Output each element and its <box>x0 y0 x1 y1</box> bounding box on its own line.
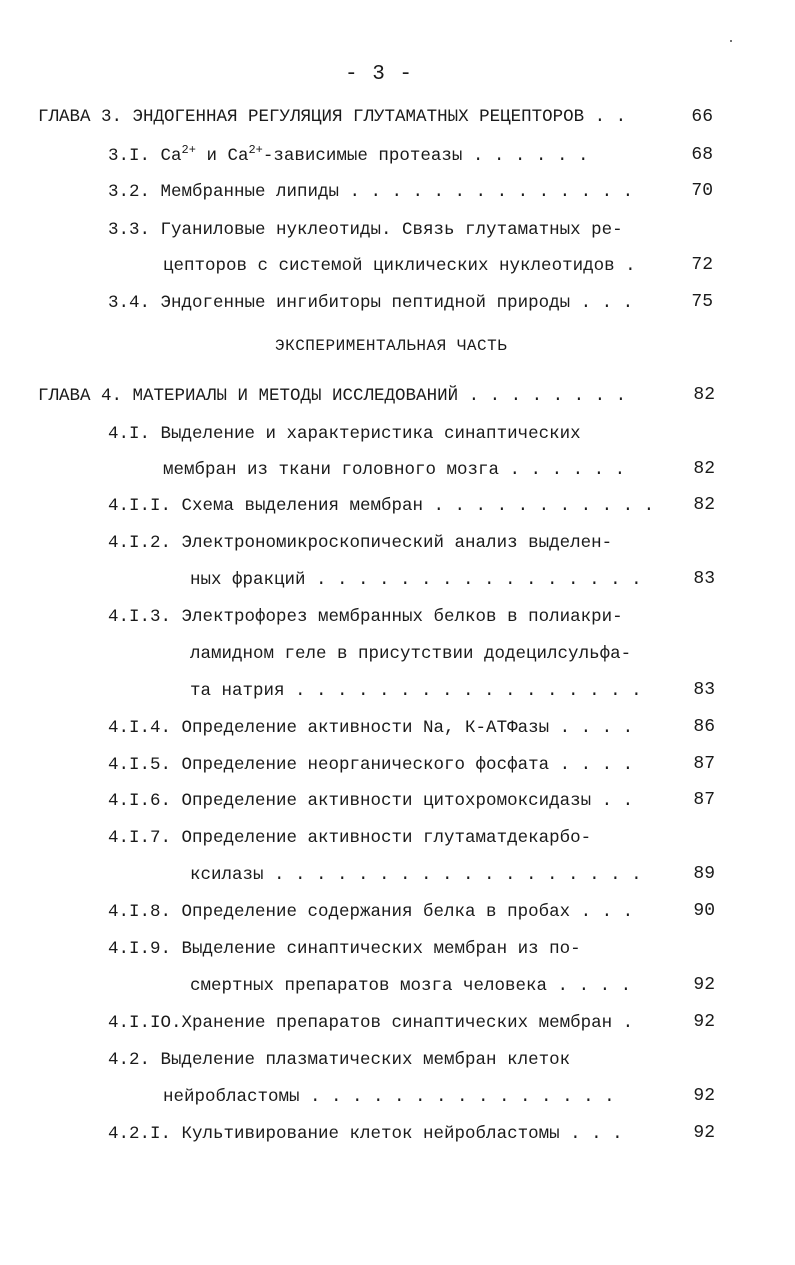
toc-entry-continuation: ламидном геле в присутствии додецилсульфа- <box>190 644 632 664</box>
toc-entry-3-3: 3.3. Гуаниловые нуклеотиды. Связь глутаматных ре- <box>108 220 623 240</box>
toc-page-number: 68 <box>691 145 713 165</box>
scan-speck <box>730 40 732 42</box>
toc-page-number: 92 <box>693 1086 715 1106</box>
toc-page-number: 92 <box>693 1123 715 1143</box>
toc-entry-4-1-8: 4.I.8. Определение содержания белка в пробах . . . <box>108 902 634 922</box>
toc-page-number: 83 <box>693 569 715 589</box>
toc-entry-continuation: смертных препаратов мозга человека . . . . <box>190 976 632 996</box>
toc-page-number: 92 <box>693 1012 715 1032</box>
conjunction: и <box>195 146 228 166</box>
toc-entry-4-1-1: 4.I.I. Схема выделения мембран . . . . . . . . . . . <box>108 496 655 516</box>
toc-entry-continuation: цепторов с системой циклических нуклеотидов . <box>163 256 636 276</box>
toc-entry-3-2: 3.2. Мембранные липиды . . . . . . . . . . . . . . <box>108 182 634 202</box>
section-heading: ЭКСПЕРИМЕНТАЛЬНАЯ ЧАСТЬ <box>275 337 508 355</box>
toc-entry-4-1-7: 4.I.7. Определение активности глутаматдекарбо- <box>108 828 592 848</box>
toc-page-number: 82 <box>693 459 715 479</box>
toc-page-number: 89 <box>693 864 715 884</box>
toc-entry-4-1-5: 4.I.5. Определение неорганического фосфата . . . . <box>108 755 634 775</box>
toc-entry-4-1-2: 4.I.2. Электрономикроскопический анализ выделен- <box>108 533 613 553</box>
calcium-symbol: Ca <box>227 146 249 166</box>
toc-page-number: 86 <box>693 717 715 737</box>
toc-chapter-3: ГЛАВА 3. ЭНДОГЕННАЯ РЕГУЛЯЦИЯ ГЛУТАМАТНЫХ РЕЦЕПТОРОВ . . <box>38 107 627 127</box>
toc-entry-continuation: мембран из ткани головного мозга . . . . . . <box>163 460 626 480</box>
toc-entry-continuation: та натрия . . . . . . . . . . . . . . . . . <box>190 681 642 701</box>
charge-superscript: 2+ <box>248 143 263 157</box>
toc-entry-continuation: нейробластомы . . . . . . . . . . . . . . . <box>163 1087 615 1107</box>
toc-page-number: 87 <box>693 754 715 774</box>
toc-page-number: 75 <box>691 292 713 312</box>
toc-page-number: 82 <box>693 495 715 515</box>
toc-page-number: 66 <box>691 107 713 127</box>
toc-chapter-4: ГЛАВА 4. МАТЕРИАЛЫ И МЕТОДЫ ИССЛЕДОВАНИЙ . . . . . . . . <box>38 386 627 406</box>
toc-page-number: 83 <box>693 680 715 700</box>
toc-page-number: 72 <box>691 255 713 275</box>
toc-entry-4-2-1: 4.2.I. Культивирование клеток нейробластомы . . . <box>108 1124 623 1144</box>
toc-entry-4-1-10: 4.I.IO.Хранение препаратов синаптических мембран . <box>108 1013 634 1033</box>
toc-entry-4-1: 4.I. Выделение и характеристика синаптических <box>108 424 581 444</box>
toc-entry-continuation: ксилазы . . . . . . . . . . . . . . . . . . <box>190 865 642 885</box>
calcium-symbol: Ca <box>160 146 182 166</box>
toc-entry-4-1-3: 4.I.3. Электрофорез мембранных белков в полиакри- <box>108 607 623 627</box>
toc-page-number: 70 <box>691 181 713 201</box>
page-number: - 3 - <box>345 63 414 86</box>
toc-entry-3-4: 3.4. Эндогенные ингибиторы пептидной природы . . . <box>108 293 634 313</box>
toc-entry-4-2: 4.2. Выделение плазматических мембран клеток <box>108 1050 571 1070</box>
toc-entry-4-1-6: 4.I.6. Определение активности цитохромоксидазы . . <box>108 791 634 811</box>
entry-title-rest: -зависимые протеазы . . . . . . <box>262 146 589 166</box>
toc-entry-continuation: ных фракций . . . . . . . . . . . . . . . . <box>190 570 642 590</box>
toc-page-number: 87 <box>693 790 715 810</box>
toc-entry-4-1-4: 4.I.4. Определение активности Na, К-АТФазы . . . . <box>108 718 634 738</box>
entry-number: 3.I. <box>108 146 151 166</box>
toc-entry-3-1 <box>108 144 588 168</box>
toc-page-number: 90 <box>693 901 715 921</box>
charge-superscript: 2+ <box>181 143 196 157</box>
toc-entry-4-1-9: 4.I.9. Выделение синаптических мембран из по- <box>108 939 581 959</box>
toc-page-number: 92 <box>693 975 715 995</box>
toc-page-number: 82 <box>693 385 715 405</box>
